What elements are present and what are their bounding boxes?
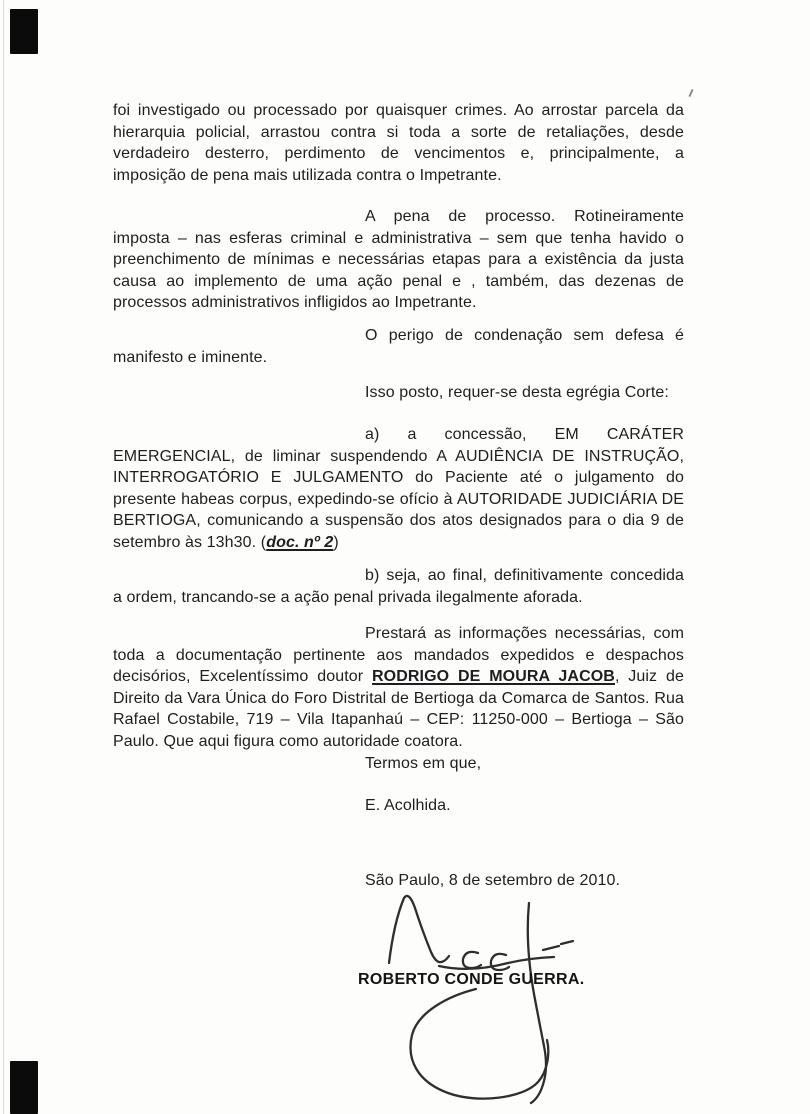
paragraph-item-a [113,424,684,553]
paragraph-continuation: foi investigado ou processado por quaisquer crimes. Ao arrostar parcela da hierarquia policial, arrastou contra si toda a sorte de retaliações, desde verdadeiro desterro, perdimento de vencimentos e, principalmente, a imposição de pena mais utilizada contra o Impetrante. [113,102,684,184]
paragraph-informacoes [113,623,684,752]
closing-termos: Termos em que, [365,755,482,772]
scan-noise-tick [688,89,693,97]
paragraph-isso-posto: Isso posto, requer-se desta egrégia Corte: [365,384,669,401]
paragraph-pena-de-processo: A pena de processo. Rotineiramente imposta – nas esferas criminal e administrativa – sem que tenha havido o preenchimento de mínimas e necessárias etapas para a existência da justa causa ao implemento de uma ação penal e , também, das dezenas de processos administrativos infligidos ao Impetrante. [113,208,684,311]
informacoes-text: Prestará as informações necessárias, com toda a documentação pertinente aos mandados expedidos e despachos decisórios, Excelentíssimo doutor [113,625,684,685]
scan-artifact-bottom-left [10,1061,38,1114]
scan-edge-line [3,0,4,1114]
scan-artifact-top-left [10,9,38,54]
paragraph-item-b: b) seja, ao final, definitivamente concedida a ordem, trancando-se a ação penal privada ilegalmente aforada. [113,567,684,606]
item-a-close-paren: ) [333,533,339,551]
doc-reference: doc. nº 2 [266,533,334,551]
informacoes-text-end: , Juiz de Direito da Vara Única do Foro Distrital de Bertioga da Comarca de Santos. Rua Rafael Costabile, 719 – Vila Itapanhaú – CEP: 11250-000 – Bertioga – São Paulo. Que aqui figura como autoridade coatora. [113,668,684,750]
signature-scrawl-icon [378,884,588,1110]
dateline: São Paulo, 8 de setembro de 2010. [365,872,621,889]
signatory-name: ROBERTO CONDE GUERRA. [358,971,585,988]
closing-acolhida: E. Acolhida. [365,797,451,814]
item-a-text: a) a concessão, EM CARÁTER EMERGENCIAL, de liminar suspendendo A AUDIÊNCIA DE INSTRUÇÃO, INTERROGATÓRIO E JULGAMENTO do Paciente até o julgamento do presente habeas corpus, expedindo-se ofício à AUTORIDADE JUDICIÁRIA DE BERTIOGA, comunicando a suspensão dos atos designados para o dia 9 de setembro às 13h30. ( [113,426,684,551]
judge-name: RODRIGO DE MOURA JACOB [372,668,615,685]
paragraph-perigo-condenacao: O perigo de condenação sem defesa é manifesto e iminente. [113,327,684,366]
